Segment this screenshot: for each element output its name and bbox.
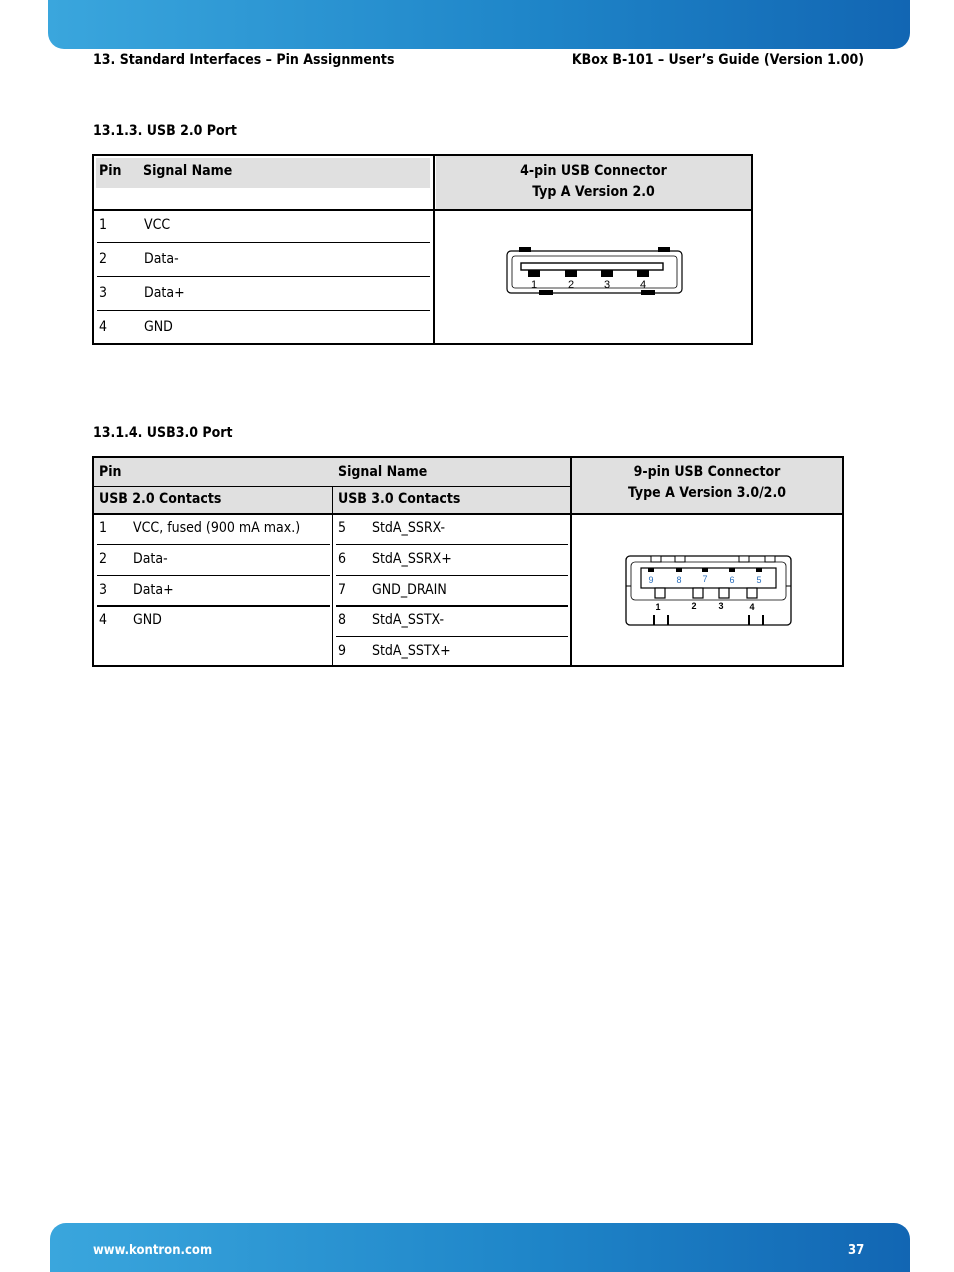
signal-name: Data- bbox=[133, 551, 168, 567]
col-header-signal: Signal Name bbox=[143, 163, 233, 179]
connector-subtitle: Type A Version 3.0/2.0 bbox=[628, 485, 786, 501]
diagram-pin-label: 3 bbox=[718, 601, 724, 611]
usb3-pin-table bbox=[92, 456, 844, 667]
signal-name: GND bbox=[133, 612, 162, 628]
pin-number: 2 bbox=[99, 251, 108, 267]
pin-number: 4 bbox=[99, 319, 108, 335]
signal-name: VCC, fused (900 mA max.) bbox=[133, 520, 301, 536]
pin-number: 4 bbox=[99, 612, 108, 628]
pin-number: 5 bbox=[338, 520, 347, 536]
diagram-pin-label: 4 bbox=[639, 279, 647, 291]
connector-title: 4-pin USB Connector bbox=[520, 163, 667, 179]
signal-name: StdA_SSRX+ bbox=[372, 551, 452, 567]
signal-name: Data- bbox=[144, 251, 179, 267]
page-number: 37 bbox=[848, 1243, 865, 1258]
signal-name: Data+ bbox=[144, 285, 185, 301]
signal-name: GND bbox=[144, 319, 173, 335]
diagram-pin-label: 1 bbox=[530, 279, 538, 291]
diagram-pin-label: 2 bbox=[567, 279, 575, 291]
col-header-signal: Signal Name bbox=[338, 464, 428, 480]
document-title: KBox B-101 – User’s Guide (Version 1.00) bbox=[571, 52, 864, 68]
pin-number: 6 bbox=[338, 551, 347, 567]
signal-name: StdA_SSTX+ bbox=[372, 643, 451, 659]
diagram-pin-label: 1 bbox=[655, 602, 661, 612]
diagram-pin-label: 8 bbox=[676, 575, 682, 585]
diagram-pin-label: 5 bbox=[756, 575, 762, 585]
signal-name: Data+ bbox=[133, 582, 174, 598]
diagram-pin-label: 9 bbox=[648, 575, 654, 585]
subheader-usb3-contacts: USB 3.0 Contacts bbox=[338, 491, 461, 507]
diagram-pin-label: 3 bbox=[603, 279, 611, 291]
pin-number: 2 bbox=[99, 551, 108, 567]
pin-number: 3 bbox=[99, 285, 108, 301]
signal-name: StdA_SSTX- bbox=[372, 612, 445, 628]
col-header-pin: Pin bbox=[99, 163, 122, 179]
signal-name: StdA_SSRX- bbox=[372, 520, 446, 536]
diagram-pin-label: 4 bbox=[749, 602, 755, 612]
pin-number: 9 bbox=[338, 643, 347, 659]
subheader-usb2-contacts: USB 2.0 Contacts bbox=[99, 491, 222, 507]
section-heading-usb3: 13.1.4. USB3.0 Port bbox=[93, 425, 233, 441]
pin-number: 1 bbox=[99, 217, 108, 233]
diagram-pin-label: 2 bbox=[691, 601, 697, 611]
connector-subtitle: Typ A Version 2.0 bbox=[532, 184, 655, 200]
pin-number: 7 bbox=[338, 582, 347, 598]
chapter-title: 13. Standard Interfaces – Pin Assignments bbox=[93, 52, 395, 68]
section-heading-usb2: 13.1.3. USB 2.0 Port bbox=[93, 123, 237, 139]
diagram-pin-label: 6 bbox=[729, 575, 735, 585]
diagram-pin-label: 7 bbox=[702, 574, 708, 584]
pin-number: 1 bbox=[99, 520, 108, 536]
top-banner bbox=[48, 0, 910, 49]
usb3-connector-diagram bbox=[623, 553, 795, 627]
usb2-pin-table bbox=[92, 154, 753, 345]
signal-name: VCC bbox=[144, 217, 171, 233]
website-link[interactable]: www.kontron.com bbox=[93, 1243, 213, 1258]
signal-name: GND_DRAIN bbox=[372, 582, 447, 598]
pin-number: 8 bbox=[338, 612, 347, 628]
col-header-pin: Pin bbox=[99, 464, 122, 480]
usb2-connector-diagram bbox=[505, 244, 685, 296]
connector-title: 9-pin USB Connector bbox=[633, 464, 781, 480]
pin-number: 3 bbox=[99, 582, 108, 598]
